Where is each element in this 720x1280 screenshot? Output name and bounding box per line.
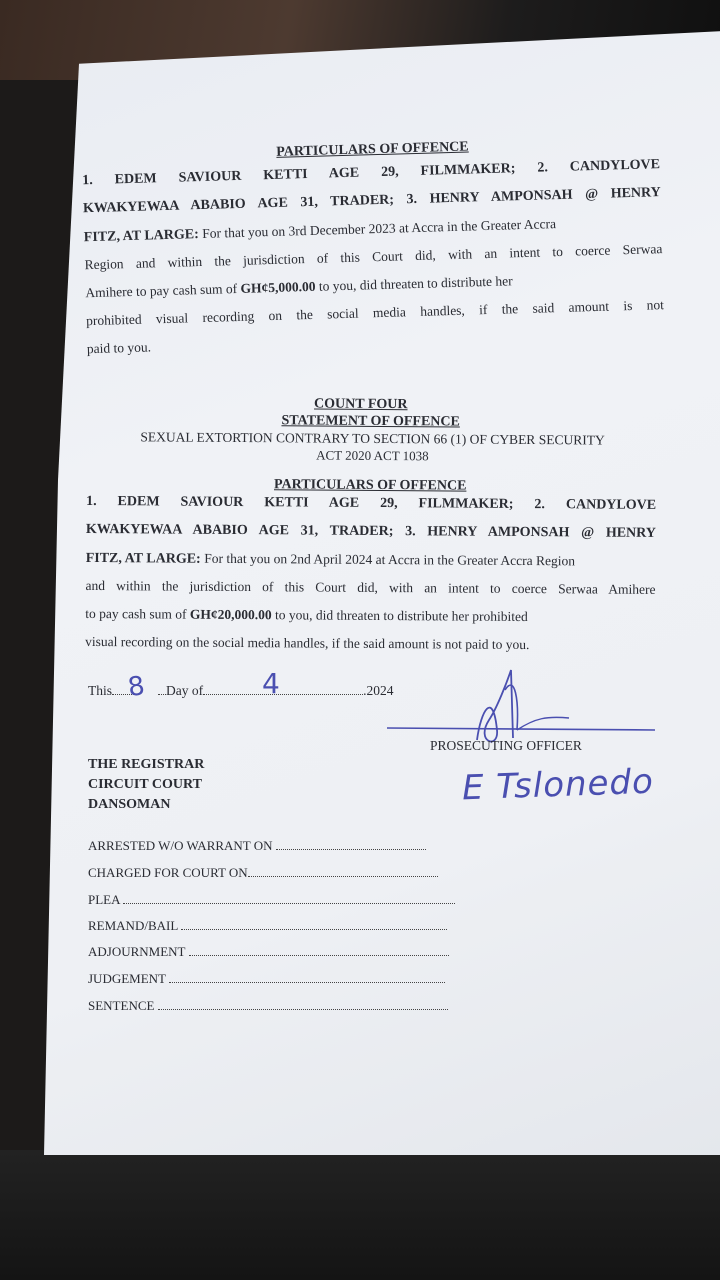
field-sentence: SENTENCE (88, 998, 448, 1014)
field-plea: PLEA (88, 892, 455, 908)
statement-line-2: ACT 2020 ACT 1038 (316, 447, 429, 464)
offence-1-line-6: prohibited visual recording on the social media handles, if the said amount is not (85, 297, 665, 329)
background-desk-bottom (0, 1150, 720, 1280)
offence-2-line-3: FITZ, AT LARGE: For that you on 2nd April 2024 at Accra in the Greater Accra Region (85, 550, 576, 569)
accused-line-1: 1. EDEM SAVIOUR KETTI AGE 29, FILMMAKER; 2. CANDYLOVE (82, 157, 661, 189)
offence-2-line-6: visual recording on the social media handles, if the said amount is not paid to you. (85, 633, 530, 653)
particulars-heading-1: PARTICULARS OF OFFENCE (276, 139, 469, 160)
field-remand-bail: REMAND/BAIL (88, 918, 447, 934)
offence-1-line-7: paid to you. (86, 339, 152, 357)
particulars-heading-2: PARTICULARS OF OFFENCE (273, 477, 467, 494)
accused-line-1-count-four: 1. EDEM SAVIOUR KETTI AGE 29, FILMMAKER; 2. CANDYLOVE (86, 493, 657, 513)
offence-1-line-3: FITZ, AT LARGE: For that you on 3rd December 2023 at Accra in the Greater Accra (83, 216, 557, 246)
registrar-line-2: CIRCUIT COURT (88, 777, 202, 792)
registrar-line-3: DANSOMAN (88, 797, 171, 812)
field-arrested: ARRESTED W/O WARRANT ON (88, 838, 426, 854)
accused-line-2-count-four: KWAKYEWAA ABABIO AGE 31, TRADER; 3. HENRY AMPONSAH @ HENRY (85, 521, 656, 541)
handwritten-day: 8 (125, 670, 147, 704)
field-adjournment: ADJOURNMENT (88, 944, 449, 960)
count-four-title: COUNT FOUR (314, 396, 408, 413)
amount-1: GH¢5,000.00 (240, 278, 316, 296)
date-line: This Day of .2024 (88, 683, 394, 698)
field-charged: CHARGED FOR COURT ON (88, 865, 438, 881)
statement-line-1: SEXUAL EXTORTION CONTRARY TO SECTION 66 (1) OF CYBER SECURITY (140, 429, 605, 448)
field-judgement: JUDGEMENT (88, 971, 445, 987)
amount-2: GH¢20,000.00 (189, 606, 272, 623)
accused-line-2: KWAKYEWAA ABABIO AGE 31, TRADER; 3. HENRY AMPONSAH @ HENRY (82, 185, 661, 217)
prosecuting-officer-label: PROSECUTING OFFICER (430, 738, 582, 753)
offence-2-line-5: to pay cash sum of GH¢20,000.00 to you, did threaten to distribute her prohibited (85, 605, 528, 625)
statement-heading: STATEMENT OF OFFENCE (281, 413, 460, 430)
offence-1-line-5: Amihere to pay cash sum of GH¢5,000.00 to you, did threaten to distribute her (85, 273, 513, 301)
handwritten-month: 4 (262, 667, 280, 700)
officer-handwritten-name: E Tslonedo (461, 761, 655, 809)
offence-2-line-4: and within the jurisdiction of this Court did, with an intent to coerce Serwaa Amihere (85, 577, 656, 597)
offence-1-line-4: Region and within the jurisdiction of this Court did, with an intent to coerce Serwaa (84, 241, 663, 273)
registrar-line-1: THE REGISTRAR (88, 757, 205, 772)
